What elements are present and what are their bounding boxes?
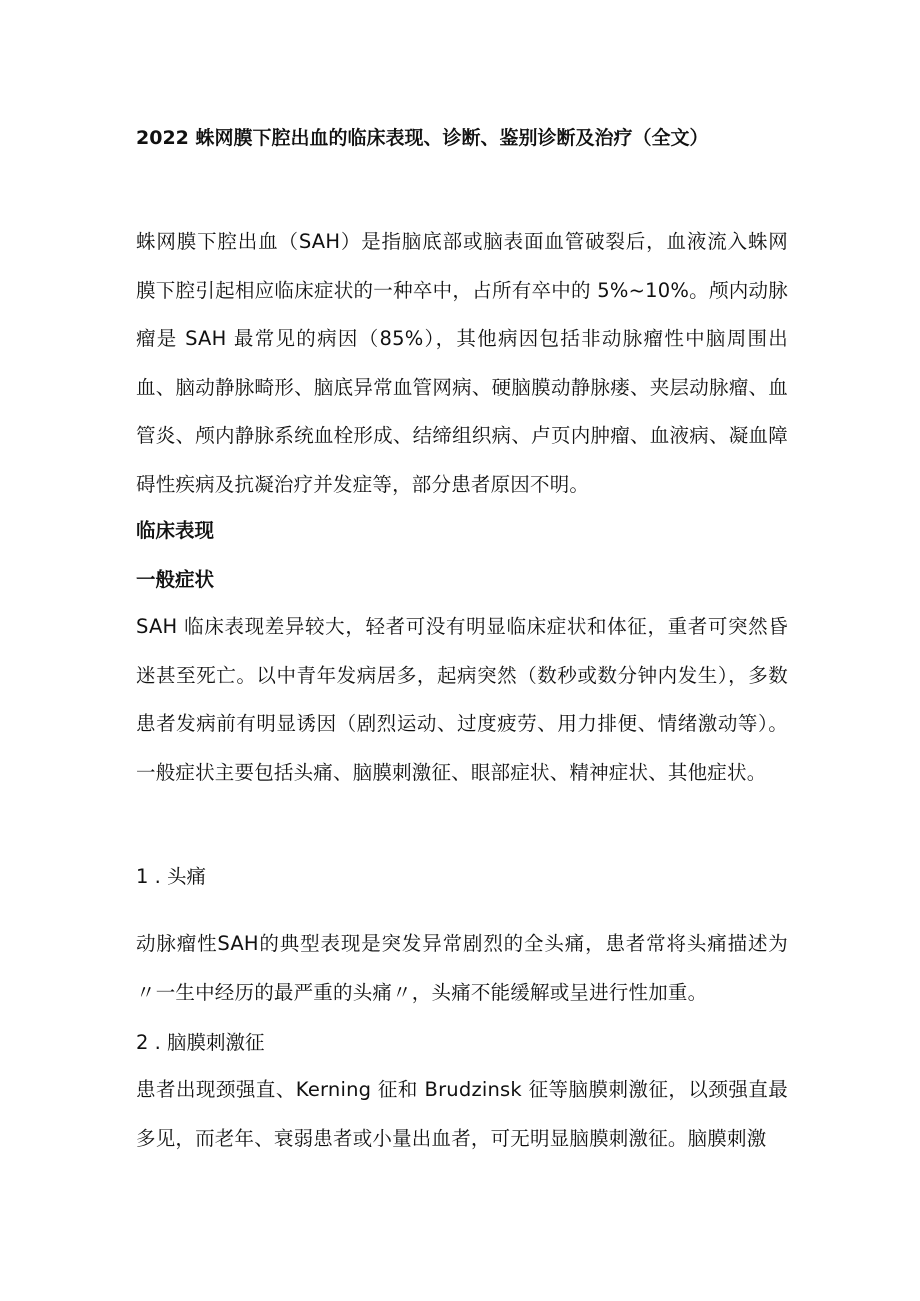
- headache-paragraph: 动脉瘤性SAH的典型表现是突发异常剧烈的全头痛，患者常将头痛描述为〃一生中经历的最严重的头痛〃，头痛不能缓解或呈进行性加重。: [136, 932, 788, 1004]
- meningeal-irritation-paragraph: 患者出现颈强直、Kerning 征和 Brudzinsk 征等脑膜刺激征，以颈强直最多见，而老年、衰弱患者或小量出血者，可无明显脑膜刺激征。脑膜刺激: [136, 1078, 788, 1150]
- intro-paragraph: 蛛网膜下腔出血（SAH）是指脑底部或脑表面血管破裂后，血液流入蛛网膜下腔引起相应临床症状的一种卒中，占所有卒中的 5%~10%。颅内动脉瘤是 SAH 最常见的病因（85%），其他病因包括非动脉瘤性中脑周围出血、脑动静脉畸形、脑底异常血管网病、硬脑膜动静脉瘘、夹层动脉瘤、血管炎、颅内静脉系统血栓形成、结缔组织病、卢页内肿瘤、血液病、凝血障碍性疾病及抗凝治疗并发症等，部分患者原因不明。: [136, 230, 788, 496]
- section-heading-clinical: 临床表现: [136, 519, 215, 542]
- document-title: 2022 蛛网膜下腔出血的临床表现、诊断、鉴别诊断及治疗（全文）: [136, 127, 709, 149]
- general-symptoms-paragraph: SAH 临床表现差异较大，轻者可没有明显临床症状和体征，重者可突然昏迷甚至死亡。以中青年发病居多，起病突然（数秒或数分钟内发生），多数患者发病前有明显诱因（剧烈运动、过度疲劳、用力排便、情绪激动等）。一般症状主要包括头痛、脑膜刺激征、眼部症状、精神症状、其他症状。: [136, 615, 788, 784]
- item-heading-headache: 1 . 头痛: [136, 865, 207, 888]
- item-heading-meningeal-irritation: 2 . 脑膜刺激征: [136, 1031, 265, 1054]
- section-heading-general-symptoms: 一般症状: [136, 568, 215, 591]
